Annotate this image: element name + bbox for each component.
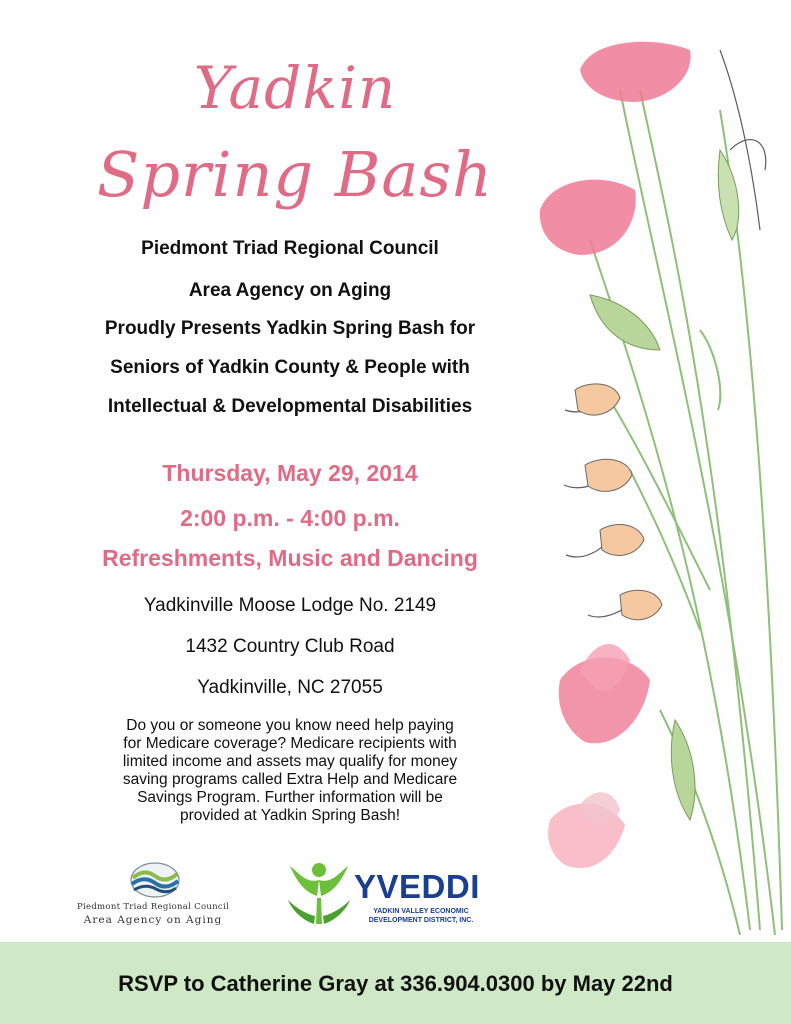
presenter-line-5: Intellectual & Developmental Disabilities (107, 396, 473, 417)
info-line-5: Savings Program. Further information will be (137, 789, 443, 806)
flower-illustration (520, 30, 791, 940)
ptrc-subtitle: Area Agency on Aging (83, 914, 223, 926)
presenter-line-3: Proudly Presents Yadkin Spring Bash for (104, 318, 476, 339)
event-activities: Refreshments, Music and Dancing (102, 545, 478, 571)
info-line-2: for Medicare coverage? Medicare recipients with (123, 735, 457, 752)
title-line-1: Yadkin (193, 54, 397, 122)
yveddi-name: YVEDDI (354, 868, 480, 905)
title-line-2: Spring Bash (96, 138, 494, 211)
yveddi-figure-icon (284, 858, 354, 930)
info-line-4: saving programs called Extra Help and Medicare (122, 771, 458, 788)
yveddi-logo (284, 858, 484, 938)
presenter-line-1: Piedmont Triad Regional Council (141, 238, 439, 259)
yveddi-subtitle-1: YADKIN VALLEY ECONOMIC (373, 908, 469, 915)
info-line-1: Do you or someone you know need help paying (126, 717, 454, 734)
presenter-line-2: Area Agency on Aging (188, 280, 392, 301)
ptrc-name: Piedmont Triad Regional Council (76, 902, 230, 912)
address-city: Yadkinville, NC 27055 (197, 677, 383, 698)
event-time: 2:00 p.m. - 4:00 p.m. (180, 505, 400, 531)
ptrc-emblem-icon (128, 860, 182, 900)
ptrc-logo (68, 860, 238, 932)
yveddi-subtitle-2: DEVELOPMENT DISTRICT, INC. (368, 917, 474, 924)
presenter-line-4: Seniors of Yadkin County & People with (110, 357, 470, 378)
rsvp-band (0, 942, 791, 1024)
address-street: 1432 Country Club Road (185, 636, 395, 657)
rsvp-text: RSVP to Catherine Gray at 336.904.0300 by May 22nd (118, 971, 673, 996)
event-date: Thursday, May 29, 2014 (162, 460, 418, 486)
info-line-3: limited income and assets may qualify for money (122, 753, 458, 770)
address-venue: Yadkinville Moose Lodge No. 2149 (143, 595, 437, 616)
info-line-6: provided at Yadkin Spring Bash! (179, 807, 400, 824)
